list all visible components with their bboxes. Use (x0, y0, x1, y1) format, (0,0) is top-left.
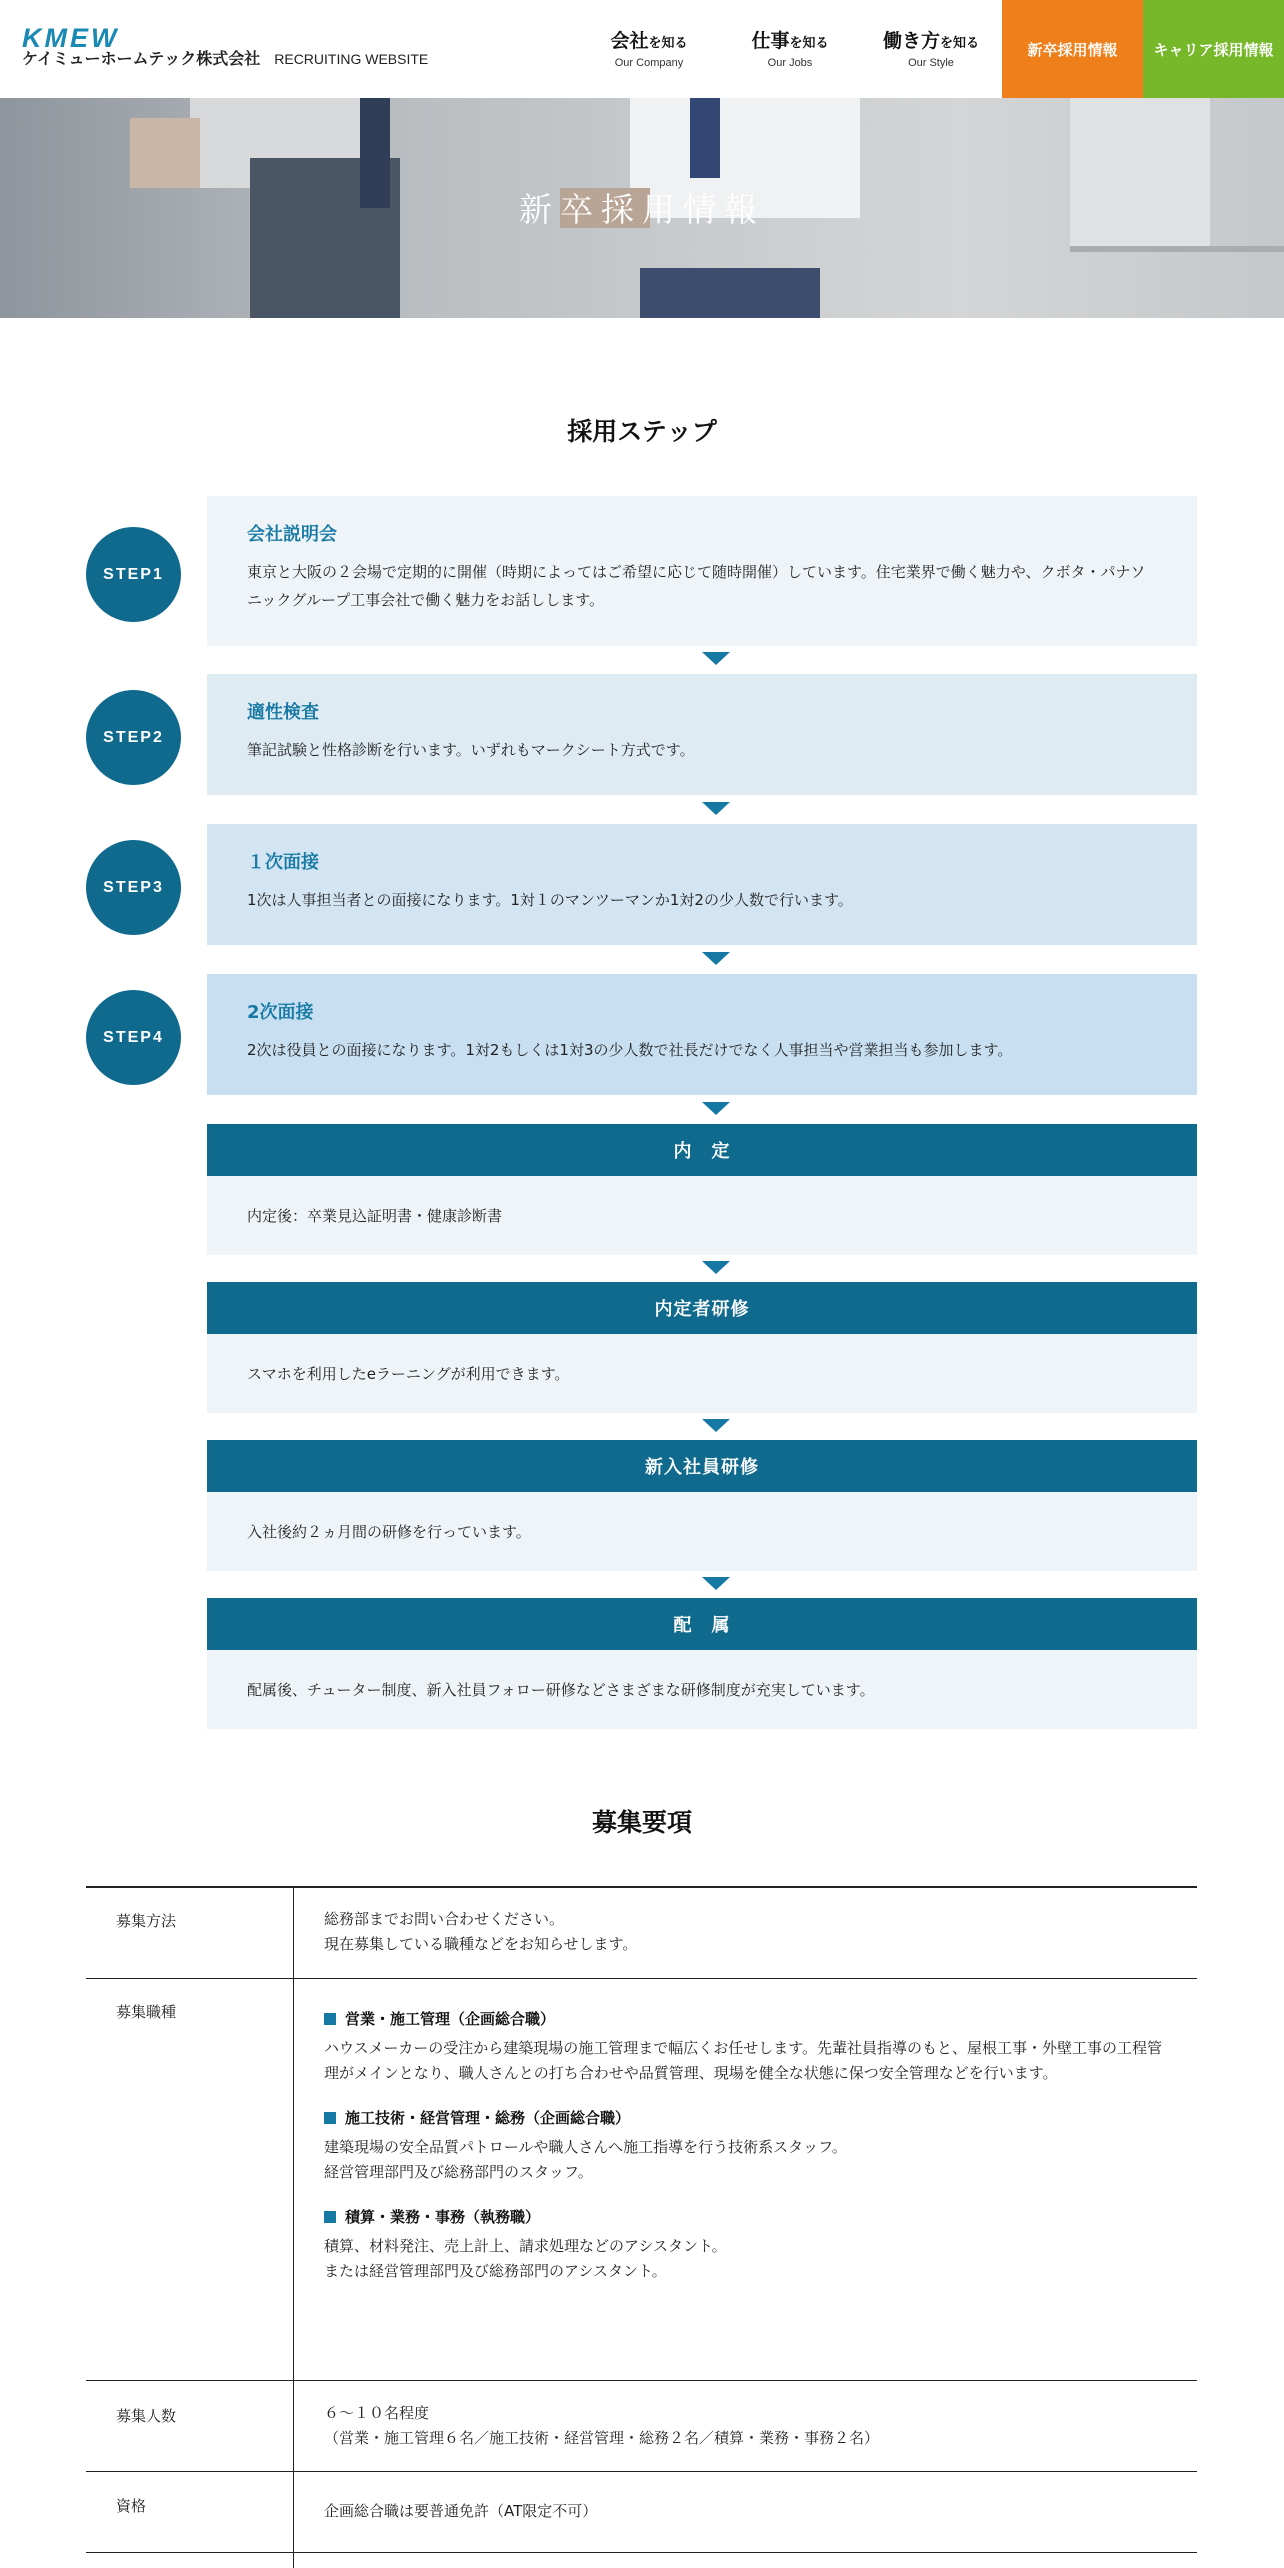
step1-text: 東京と大阪の２会場で定期的に開催（時期によってはご希望に応じて随時開催）しています。住宅業界で働く魅力や、クボタ・パナソニックグループ工事会社で働く魅力をお話しします。 (247, 563, 1146, 609)
row-cell-count (324, 2401, 1174, 2451)
job-text-clerical-2: または経営管理部門及び総務部門のアシスタント。 (324, 2262, 667, 2280)
step-arrow-icon (702, 652, 730, 665)
step-arrow-icon (702, 1419, 730, 1432)
step2-title: 適性検査 (247, 702, 319, 723)
table-row-divider (86, 2380, 1197, 2381)
step3-text: 1次は人事担当者との面接になります。1対１のマンツーマンか1対2の少人数で行います。 (247, 891, 853, 909)
step1-title: 会社説明会 (247, 524, 337, 545)
count-line-1: ６〜１０名程度 (324, 2404, 430, 2422)
nav-our-style-en: Our Style (908, 57, 954, 69)
pre-hire-training-band-text: スマホを利用したeラーニングが利用できます。 (207, 1334, 1197, 1413)
new-graduate-recruiting-button[interactable]: 新卒採用情報 (1002, 0, 1143, 98)
step4-text: 2次は役員との面接になります。1対2もしくは1対3の少人数で社長だけでなく人事担当や営業担当も参加します。 (247, 1041, 1013, 1059)
recruiting-website-label: RECRUITING WEBSITE (274, 51, 429, 67)
job-text-technical-1: 建築現場の安全品質パトロールや職人さんへ施工指導を行う技術系スタッフ。 (324, 2138, 847, 2156)
job-title-technical: 施工技術・経営管理・総務（企画総合職） (324, 2107, 1174, 2129)
offer-band-text: 内定後：卒業見込証明書・健康診断書 (207, 1176, 1197, 1255)
company-name (22, 49, 428, 69)
nav-our-jobs-en: Our Jobs (767, 57, 813, 69)
square-bullet-icon (324, 2013, 336, 2025)
nav-our-jobs-jp: 仕事を知る (751, 30, 829, 52)
step-arrow-icon (702, 1102, 730, 1115)
row-cell-jobs (324, 2008, 1174, 2284)
nav-our-company[interactable] (604, 30, 694, 69)
assignment-band-title: 配 属 (207, 1598, 1197, 1650)
step4-badge: STEP4 (86, 990, 181, 1085)
square-bullet-icon (324, 2211, 336, 2223)
step1-box (207, 496, 1197, 646)
step1-badge: STEP1 (86, 527, 181, 622)
hero-banner (0, 98, 1284, 318)
offer-band-title: 内 定 (207, 1124, 1197, 1176)
hero-title: 新卒採用情報 (519, 190, 765, 229)
method-line-2: 現在募集している職種などをお知らせします。 (324, 1935, 638, 1953)
row-cell-qualification: 企画総合職は要普通免許（AT限定不可） (324, 2502, 598, 2520)
requirements-title: 募集要項 (591, 1808, 692, 1837)
step-arrow-icon (702, 1577, 730, 1590)
table-row-divider (86, 2552, 1197, 2553)
table-column-divider (293, 1887, 294, 2568)
nav-our-company-en: Our Company (614, 57, 684, 69)
step3-badge: STEP3 (86, 840, 181, 935)
method-line-1: 総務部までお問い合わせください。 (324, 1910, 565, 1928)
row-head-qualification: 資格 (116, 2497, 147, 2515)
row-cell-method (324, 1907, 1174, 1957)
count-line-2: （営業・施工管理６名／施工技術・経営管理・総務２名／積算・業務・事務２名） (324, 2429, 880, 2447)
row-head-jobs: 募集職種 (116, 2003, 177, 2021)
square-bullet-icon (324, 2112, 336, 2124)
row-head-method: 募集方法 (116, 1912, 177, 1930)
career-recruiting-button[interactable]: キャリア採用情報 (1143, 0, 1284, 98)
table-row-divider (86, 1978, 1197, 1979)
step2-text: 筆記試験と性格診断を行います。いずれもマークシート方式です。 (247, 741, 695, 759)
step2-box (207, 674, 1197, 795)
job-title-sales: 営業・施工管理（企画総合職） (324, 2008, 1174, 2030)
site-header (0, 0, 1284, 98)
recruiting-steps-title: 採用ステップ (567, 417, 717, 446)
row-head-count: 募集人数 (116, 2407, 177, 2425)
step-arrow-icon (702, 802, 730, 815)
job-text-clerical-1: 積算、材料発注、売上計上、請求処理などのアシスタント。 (324, 2237, 727, 2255)
nav-our-jobs[interactable] (745, 30, 835, 69)
job-text-technical-2: 経営管理部門及び総務部門のスタッフ。 (324, 2163, 593, 2181)
table-top-border (86, 1886, 1197, 1888)
table-row-divider (86, 2471, 1197, 2472)
new-employee-training-band-title: 新入社員研修 (207, 1440, 1197, 1492)
nav-our-style-jp: 働き方を知る (882, 30, 980, 52)
step-arrow-icon (702, 1261, 730, 1274)
nav-our-style[interactable] (876, 30, 986, 69)
job-title-clerical: 積算・業務・事務（執務職） (324, 2206, 1174, 2228)
step-arrow-icon (702, 952, 730, 965)
kmew-logo[interactable]: KMEW (22, 23, 120, 53)
job-text-sales: ハウスメーカーの受注から建築現場の施工管理まで幅広くお任せします。先輩社員指導のもと、屋根工事・外壁工事の工程管理がメインとなり、職人さんとの打ち合わせや品質管理、現場を健全な状態に保つ安全管理などを行います。 (324, 2039, 1163, 2082)
step4-title: 2次面接 (247, 1002, 314, 1023)
step3-box (207, 824, 1197, 945)
step3-title: １次面接 (247, 852, 319, 873)
pre-hire-training-band-title: 内定者研修 (207, 1282, 1197, 1334)
new-employee-training-band-text: 入社後約２ヵ月間の研修を行っています。 (207, 1492, 1197, 1571)
step4-box (207, 974, 1197, 1095)
nav-our-company-jp: 会社を知る (610, 30, 688, 52)
step2-badge: STEP2 (86, 690, 181, 785)
assignment-band-text: 配属後、チューター制度、新入社員フォロー研修などさまざまな研修制度が充実しています。 (207, 1650, 1197, 1729)
company-name-text: ケイミューホームテック株式会社 (22, 49, 261, 68)
